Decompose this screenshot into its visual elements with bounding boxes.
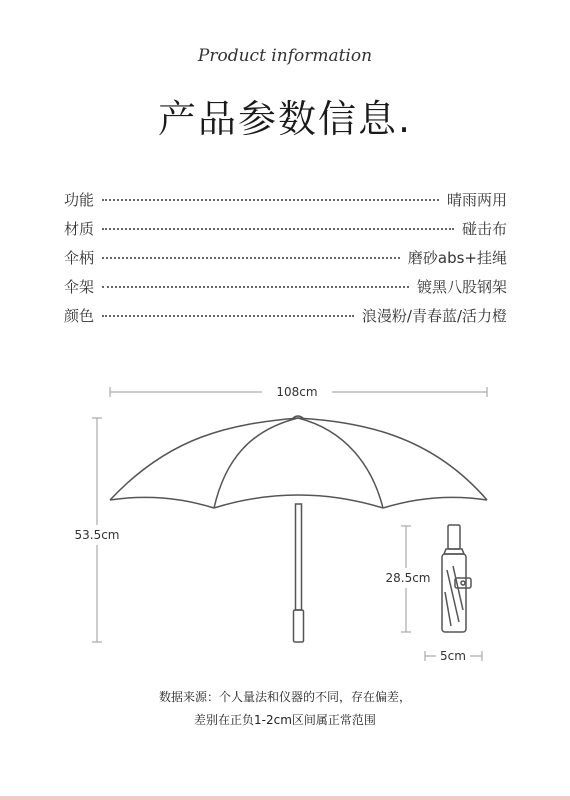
- spec-label: 材质: [64, 219, 95, 238]
- page-title: 产品参数信息.: [157, 97, 413, 141]
- spec-label: 功能: [64, 190, 95, 209]
- folded-width-label: 5cm: [440, 649, 466, 663]
- height-label: 53.5cm: [74, 528, 120, 542]
- folded-length-label: 28.5cm: [385, 571, 431, 585]
- spec-label: 伞架: [64, 277, 95, 296]
- dotted-leader: [102, 199, 439, 201]
- dotted-leader: [102, 228, 454, 230]
- bottom-accent-bar: [0, 796, 570, 800]
- spec-label: 伞柄: [64, 248, 95, 267]
- spec-label: 颜色: [64, 306, 95, 325]
- spec-value: 镀黑八股钢架: [416, 277, 507, 296]
- measurement-note-line1: 数据来源：个人量法和仪器的不同，存在偏差，: [158, 690, 411, 704]
- open-umbrella-icon: [110, 416, 487, 642]
- spec-value: 磨砂abs+挂绳: [407, 248, 507, 267]
- dotted-leader: [102, 286, 409, 288]
- subtitle: Product information: [197, 46, 373, 66]
- measurement-note-line2: 差别在正负1-2cm区间属正常范围: [194, 713, 376, 727]
- spec-row-material: [64, 217, 507, 239]
- width-label: 108cm: [276, 385, 318, 399]
- dotted-leader: [102, 315, 354, 317]
- spec-row-color: [64, 304, 507, 326]
- spec-row-frame: [64, 275, 507, 297]
- spec-value: 浪漫粉/青春蓝/活力橙: [361, 306, 507, 325]
- folded-umbrella-icon: [442, 525, 471, 632]
- spec-row-handle: [64, 246, 507, 268]
- umbrella-dimension-diagram: [0, 370, 570, 670]
- spec-value: 碰击布: [461, 219, 507, 238]
- dotted-leader: [102, 257, 400, 259]
- spec-value: 晴雨两用: [446, 190, 507, 209]
- spec-row-function: [64, 188, 507, 210]
